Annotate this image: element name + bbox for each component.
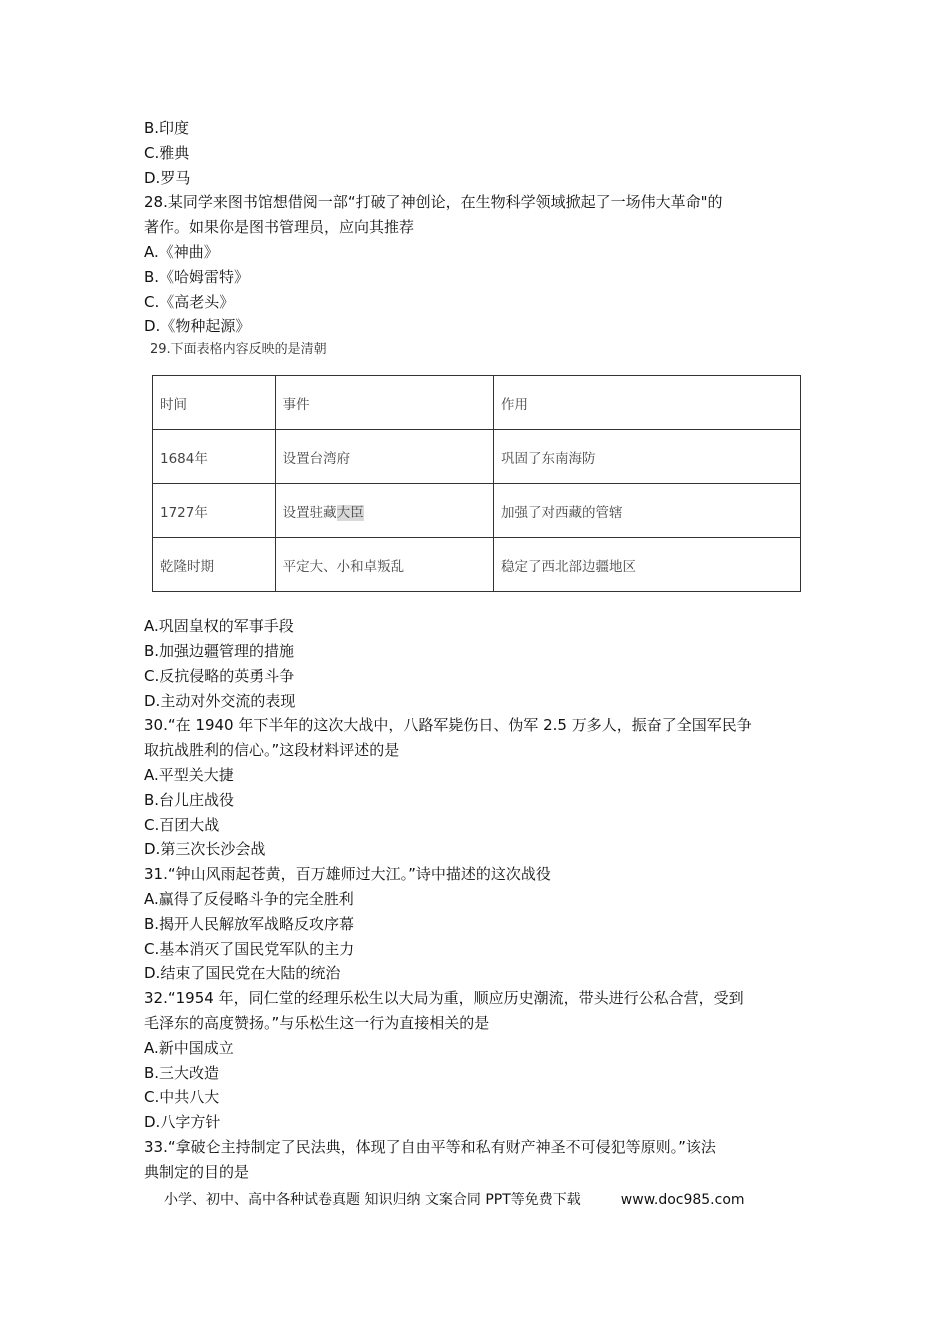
q33-stem-line1: 33.“拿破仑主持制定了民法典，体现了自由平等和私有财产神圣不可侵犯等原则。”该法 — [144, 1137, 716, 1156]
q28-stem-line1: 28.某同学来图书馆想借阅一部“打破了神创论，在生物科学领域掀起了一场伟大革命"的 — [144, 193, 723, 212]
q32-option-d: D.八字方针 — [144, 1113, 221, 1132]
table-cell: 稳定了西北部边疆地区 — [494, 538, 801, 592]
q29-table — [152, 375, 801, 592]
table-cell-text: 设置驻藏 — [282, 504, 337, 521]
q28-option-d: D.《物种起源》 — [144, 317, 251, 336]
q28-option-a: A.《神曲》 — [144, 242, 219, 261]
q32-stem-line1: 32.“1954 年，同仁堂的经理乐松生以大局为重，顺应历史潮流，带头进行公私合营，受到 — [144, 989, 744, 1008]
q32-option-b: B.三大改造 — [144, 1063, 220, 1082]
option-b-q27: B.印度 — [144, 119, 190, 137]
q31-option-a: A.赢得了反侵略斗争的完全胜利 — [144, 889, 354, 908]
q31-stem-line1: 31.“钟山风雨起苍黄，百万雄师过大江。”诗中描述的这次战役 — [144, 865, 551, 884]
q32-stem-line2: 毛泽东的高度赞扬。”与乐松生这一行为直接相关的是 — [144, 1013, 490, 1032]
q28-option-c: C.《高老头》 — [144, 292, 235, 311]
table-cell: 乾隆时期 — [153, 538, 276, 592]
q32-option-a: A.新中国成立 — [144, 1038, 234, 1057]
q31-option-b: B.揭开人民解放军战略反攻序幕 — [144, 914, 355, 933]
table-cell: 巩固了东南海防 — [494, 430, 801, 484]
table-header-cell: 事件 — [275, 376, 493, 430]
table-cell: 设置台湾府 — [275, 430, 493, 484]
question-content — [144, 116, 814, 1185]
table-header-cell: 时间 — [153, 376, 276, 430]
q29-option-d: D.主动对外交流的表现 — [144, 691, 296, 710]
q30-stem-line2: 取抗战胜利的信心。”这段材料评述的是 — [144, 741, 400, 760]
footer-site-link[interactable]: www.doc985.com — [620, 1192, 745, 1208]
table-cell: 1727年 — [153, 484, 276, 538]
q28-option-b: B.《哈姆雷特》 — [144, 267, 250, 286]
q30-option-d: D.第三次长沙会战 — [144, 840, 266, 859]
q31-option-d: D.结束了国民党在大陆的统治 — [144, 964, 341, 983]
table-header-row — [153, 376, 801, 430]
q29-option-c: C.反抗侵略的英勇斗争 — [144, 666, 295, 685]
table-cell: 加强了对西藏的管辖 — [494, 484, 801, 538]
table-row — [153, 430, 801, 484]
table-cell: 平定大、小和卓叛乱 — [275, 538, 493, 592]
table-cell: 1684年 — [153, 430, 276, 484]
footer-text: 小学、初中、高中各种试卷真题 知识归纳 文案合同 PPT等免费下载 — [164, 1192, 581, 1208]
q30-option-c: C.百团大战 — [144, 815, 220, 834]
text-highlight: 大臣 — [336, 504, 364, 521]
q28-stem-line2: 著作。如果你是图书管理员，应向其推荐 — [144, 218, 415, 237]
q32-option-c: C.中共八大 — [144, 1088, 220, 1107]
table-row — [153, 484, 801, 538]
q29-table-wrapper — [152, 375, 802, 592]
q30-stem-line1: 30.“在 1940 年下半年的这次大战中，八路军毙伤日、伪军 2.5 万多人，振奋了全国军民争 — [144, 716, 752, 735]
q29-option-a: A.巩固皇权的军事手段 — [144, 617, 294, 636]
table-header-cell: 作用 — [494, 376, 801, 430]
q31-option-c: C.基本消灭了国民党军队的主力 — [144, 939, 355, 958]
q29-options — [144, 614, 814, 713]
q30-option-b: B.台儿庄战役 — [144, 790, 235, 809]
q30-option-a: A.平型关大捷 — [144, 765, 234, 784]
q33-stem-line2: 典制定的目的是 — [144, 1162, 250, 1181]
option-c-q27: C.雅典 — [144, 143, 190, 162]
option-d-q27: D.罗马 — [144, 168, 191, 187]
q29-title: 29.下面表格内容反映的是清朝 — [150, 342, 327, 358]
q29-option-b: B.加强边疆管理的措施 — [144, 641, 295, 660]
page-footer — [164, 1190, 745, 1210]
table-cell-highlighted — [275, 484, 493, 538]
table-row — [153, 538, 801, 592]
